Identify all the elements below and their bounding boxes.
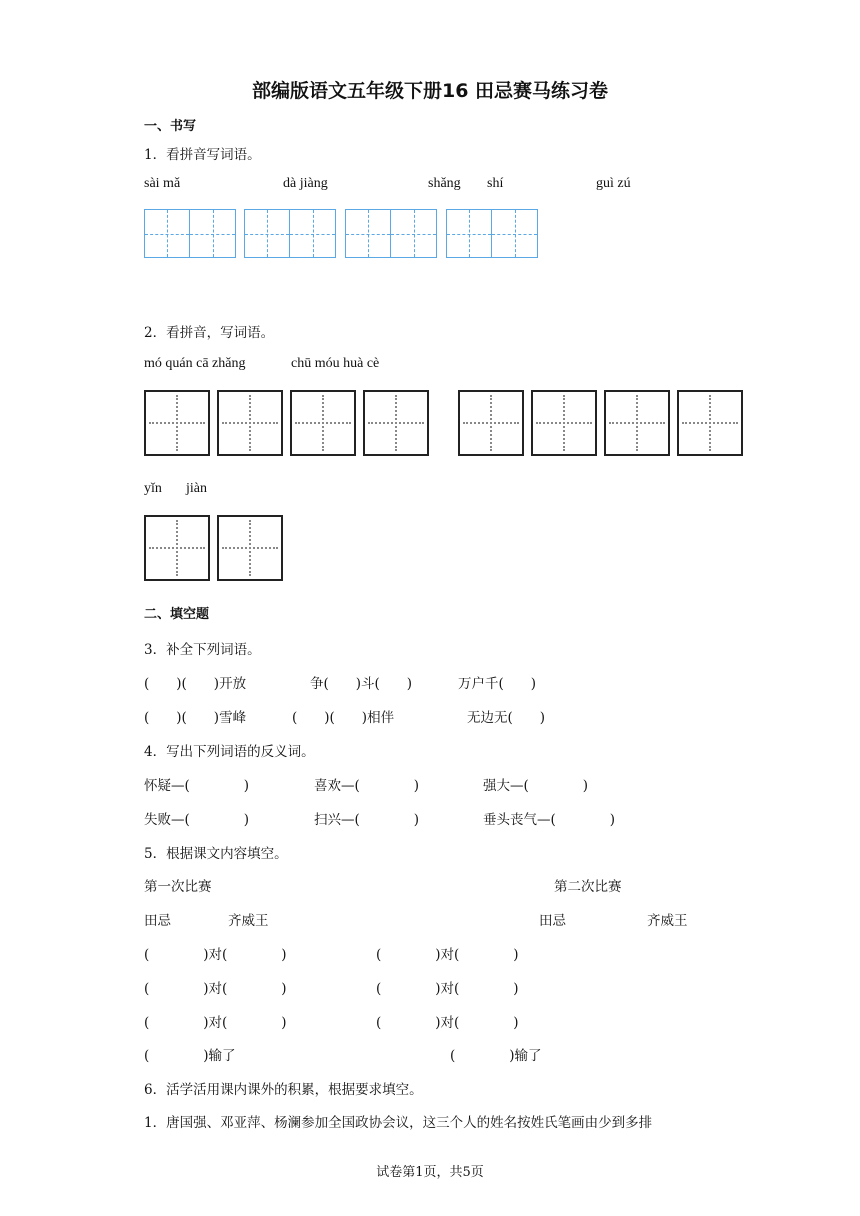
- question-6-prompt: 6．活学活用课内课外的积累，根据要求填空。: [144, 1082, 423, 1098]
- pinyin-3a: shǎng: [428, 176, 461, 191]
- column-label: 齐威王: [228, 913, 269, 929]
- pinyin-jian: jiàn: [186, 481, 207, 496]
- pinyin-2: dà jiàng: [283, 176, 328, 191]
- writing-box[interactable]: [458, 390, 524, 456]
- pinyin-1: sài mǎ: [144, 176, 181, 191]
- question-6-item-1: 1．唐国强、邓亚萍、杨澜参加全国政协会议，这三个人的姓名按姓氏笔画由少到多排: [144, 1115, 653, 1131]
- question-5-prompt: 5．根据课文内容填空。: [144, 846, 288, 862]
- page-title: 部编版语文五年级下册16 田忌赛马练习卷: [251, 80, 609, 102]
- matchup-blank[interactable]: ( )对( ): [376, 981, 519, 997]
- fill-item[interactable]: 争( )斗( ): [310, 676, 413, 692]
- first-race-heading: 第一次比赛: [144, 879, 212, 895]
- writing-box[interactable]: [290, 390, 356, 456]
- matchup-blank[interactable]: ( )对( ): [376, 1015, 519, 1031]
- pinyin-phrase-2: chū móu huà cè: [291, 356, 380, 371]
- fill-item[interactable]: 万户千( ): [458, 676, 537, 692]
- writing-box[interactable]: [531, 390, 597, 456]
- page-footer: 试卷第1页，共5页: [376, 1165, 484, 1180]
- fill-item[interactable]: 无边无( ): [467, 710, 546, 726]
- pinyin-3b: shí: [487, 176, 504, 191]
- writing-box[interactable]: [144, 390, 210, 456]
- fill-item[interactable]: ( )( )相伴: [292, 710, 395, 726]
- writing-box[interactable]: [217, 515, 283, 581]
- fill-item[interactable]: ( )( )雪峰: [144, 710, 247, 726]
- answer-grid-2[interactable]: [244, 209, 336, 258]
- writing-box[interactable]: [363, 390, 429, 456]
- antonym-item[interactable]: 强大—( ): [483, 778, 589, 794]
- antonym-item[interactable]: 扫兴—( ): [314, 812, 420, 828]
- loser-blank[interactable]: ( )输了: [144, 1048, 236, 1064]
- writing-box[interactable]: [677, 390, 743, 456]
- question-3-prompt: 3．补全下列词语。: [144, 642, 261, 658]
- antonym-item[interactable]: 垂头丧气—( ): [483, 812, 616, 828]
- pinyin-yin: yǐn: [144, 481, 162, 496]
- writing-box[interactable]: [604, 390, 670, 456]
- writing-box[interactable]: [217, 390, 283, 456]
- question-4-prompt: 4．写出下列词语的反义词。: [144, 744, 315, 760]
- answer-grid-3[interactable]: [345, 209, 437, 258]
- section-writing-heading: 一、书写: [144, 119, 197, 134]
- antonym-item[interactable]: 怀疑—( ): [144, 778, 250, 794]
- matchup-blank[interactable]: ( )对( ): [376, 947, 519, 963]
- pinyin-4: guì zú: [596, 176, 631, 191]
- section-fill-heading: 二、填空题: [144, 607, 210, 622]
- matchup-blank[interactable]: ( )对( ): [144, 981, 287, 997]
- column-label: 田忌: [144, 913, 171, 929]
- question-1-prompt: 1．看拼音写词语。: [144, 147, 261, 163]
- question-2-prompt: 2．看拼音，写词语。: [144, 325, 275, 341]
- answer-grid-4[interactable]: [446, 209, 538, 258]
- fill-item[interactable]: ( )( )开放: [144, 676, 247, 692]
- second-race-heading: 第二次比赛: [554, 879, 622, 895]
- matchup-blank[interactable]: ( )对( ): [144, 1015, 287, 1031]
- writing-box[interactable]: [144, 515, 210, 581]
- antonym-item[interactable]: 失败—( ): [144, 812, 250, 828]
- matchup-blank[interactable]: ( )对( ): [144, 947, 287, 963]
- column-label: 田忌: [539, 913, 566, 929]
- pinyin-phrase-1: mó quán cā zhǎng: [144, 356, 246, 371]
- loser-blank[interactable]: ( )输了: [450, 1048, 542, 1064]
- column-label: 齐威王: [647, 913, 688, 929]
- answer-grid-1[interactable]: [144, 209, 236, 258]
- antonym-item[interactable]: 喜欢—( ): [314, 778, 420, 794]
